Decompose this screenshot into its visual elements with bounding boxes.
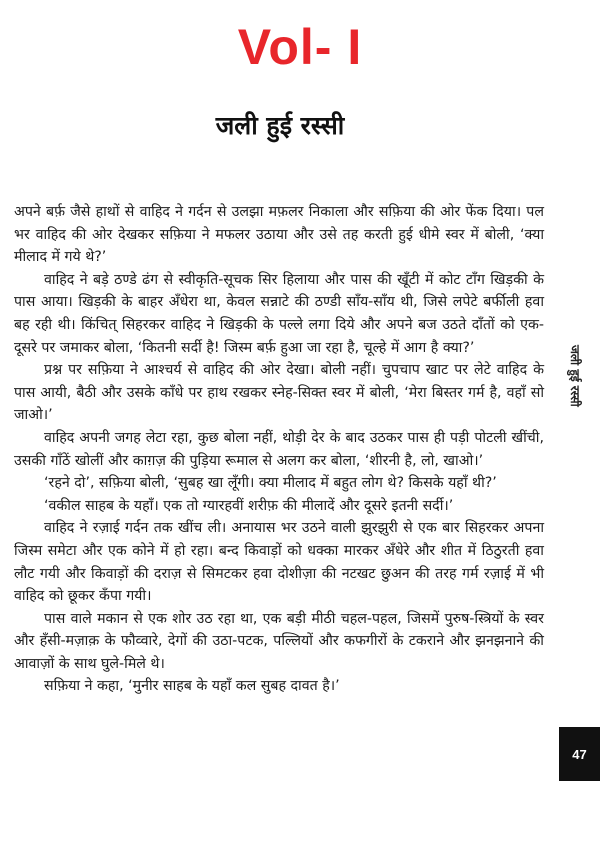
paragraph: वाहिद अपनी जगह लेटा रहा, कुछ बोला नहीं, थोड़ी देर के बाद उठकर पास ही पड़ी पोटली खींची, उसकी गाँठें खोलीं और काग़ज़ की पुड़िया रूमाल से अलग कर बोला, ‘शीरनी है, लो, खाओ।’ — [14, 429, 544, 469]
paragraph: वाहिद ने रज़ाई गर्दन तक खींच ली। अनायास भर उठने वाली झुरझुरी से एक बार सिहरकर अपना जिस्म समेटा और एक कोने में हो रहा। बन्द किवाड़ों को धक्का मारकर अँधेरे और शीत में ठिठुरती हवा लौट गयी और किवाड़ों की दराज़ से सिमटकर हवा दोशीज़ा की नटखट छुअन की तरह गर्म रज़ाई में भी वाहिद को छूकर कँपा गयी। — [14, 520, 544, 605]
paragraph: पास वाले मकान से एक शोर उठ रहा था, एक बड़ी मीठी चहल-पहल, जिसमें पुरुष-स्त्रियों के स्वर और हँसी-मज़ाक़ के फौव्वारे, देगों की उठा-पटक, पल्लियों और कफगीरों के टकराने और झनझनाने की आवाज़ों के साथ घुले-मिले थे। — [14, 610, 544, 672]
running-title: जली हुई रस्सी — [568, 345, 582, 407]
paragraph: प्रश्न पर सफ़िया ने आश्चर्य से वाहिद की ओर देखा। बोली नहीं। चुपचाप खाट पर लेटे वाहिद के पास आयी, बैठी और उसके काँधे पर हाथ रखकर स्नेह-सिक्त स्वर में बोली, ‘मेरा बिस्तर गर्म है, वहाँ सो जाओ।’ — [14, 362, 544, 424]
story-title: जली हुई रस्सी — [215, 111, 345, 140]
paragraph: वाहिद ने बड़े ठण्डे ढंग से स्वीकृति-सूचक सिर हिलाया और पास की खूँटी में कोट टाँग खिड़की के पास आया। खिड़की के बाहर अँधेरा था, केवल सन्नाटे की ठण्डी साँय-साँय थी, जिसे लपेटे बर्फीली हवा बह रही थी। किंचित् सिहरकर वाहिद ने खिड़की के पल्ले लगा दिये और अपने बज उठते दाँतों को एक-दूसरे पर जमाकर बोला, ‘कितनी सर्दी है! जिस्म बर्फ़ हुआ जा रहा है, चूल्हे में आग है क्या?’ — [14, 271, 544, 356]
paragraph: अपने बर्फ़ जैसे हाथों से वाहिद ने गर्दन से उलझा मफ़लर निकाला और सफ़िया की ओर फेंक दिया। पल भर वाहिद की ओर देखकर सफ़िया ने मफलर उठाया और उसे तह करती हुई धीमे स्वर में बोली, ‘क्या मीलाद में गये थे?’ — [14, 204, 544, 266]
story-body — [14, 201, 544, 698]
page-number-tab — [559, 727, 600, 781]
paragraph: ‘वकील साहब के यहाँ। एक तो ग्यारहवीं शरीफ़ की मीलादें और दूसरे इतनी सर्दी।’ — [44, 497, 454, 514]
paragraph: ‘रहने दो’, सफ़िया बोली, ‘सुबह खा लूँगी। क्या मीलाद में बहुत लोग थे? किसके यहाँ थी?’ — [44, 475, 497, 492]
paragraph: सफ़िया ने कहा, ‘मुनीर साहब के यहाँ कल सुबह दावत है।’ — [44, 678, 340, 695]
volume-heading: Vol- I — [237, 19, 363, 75]
page-number: 47 — [572, 746, 587, 762]
